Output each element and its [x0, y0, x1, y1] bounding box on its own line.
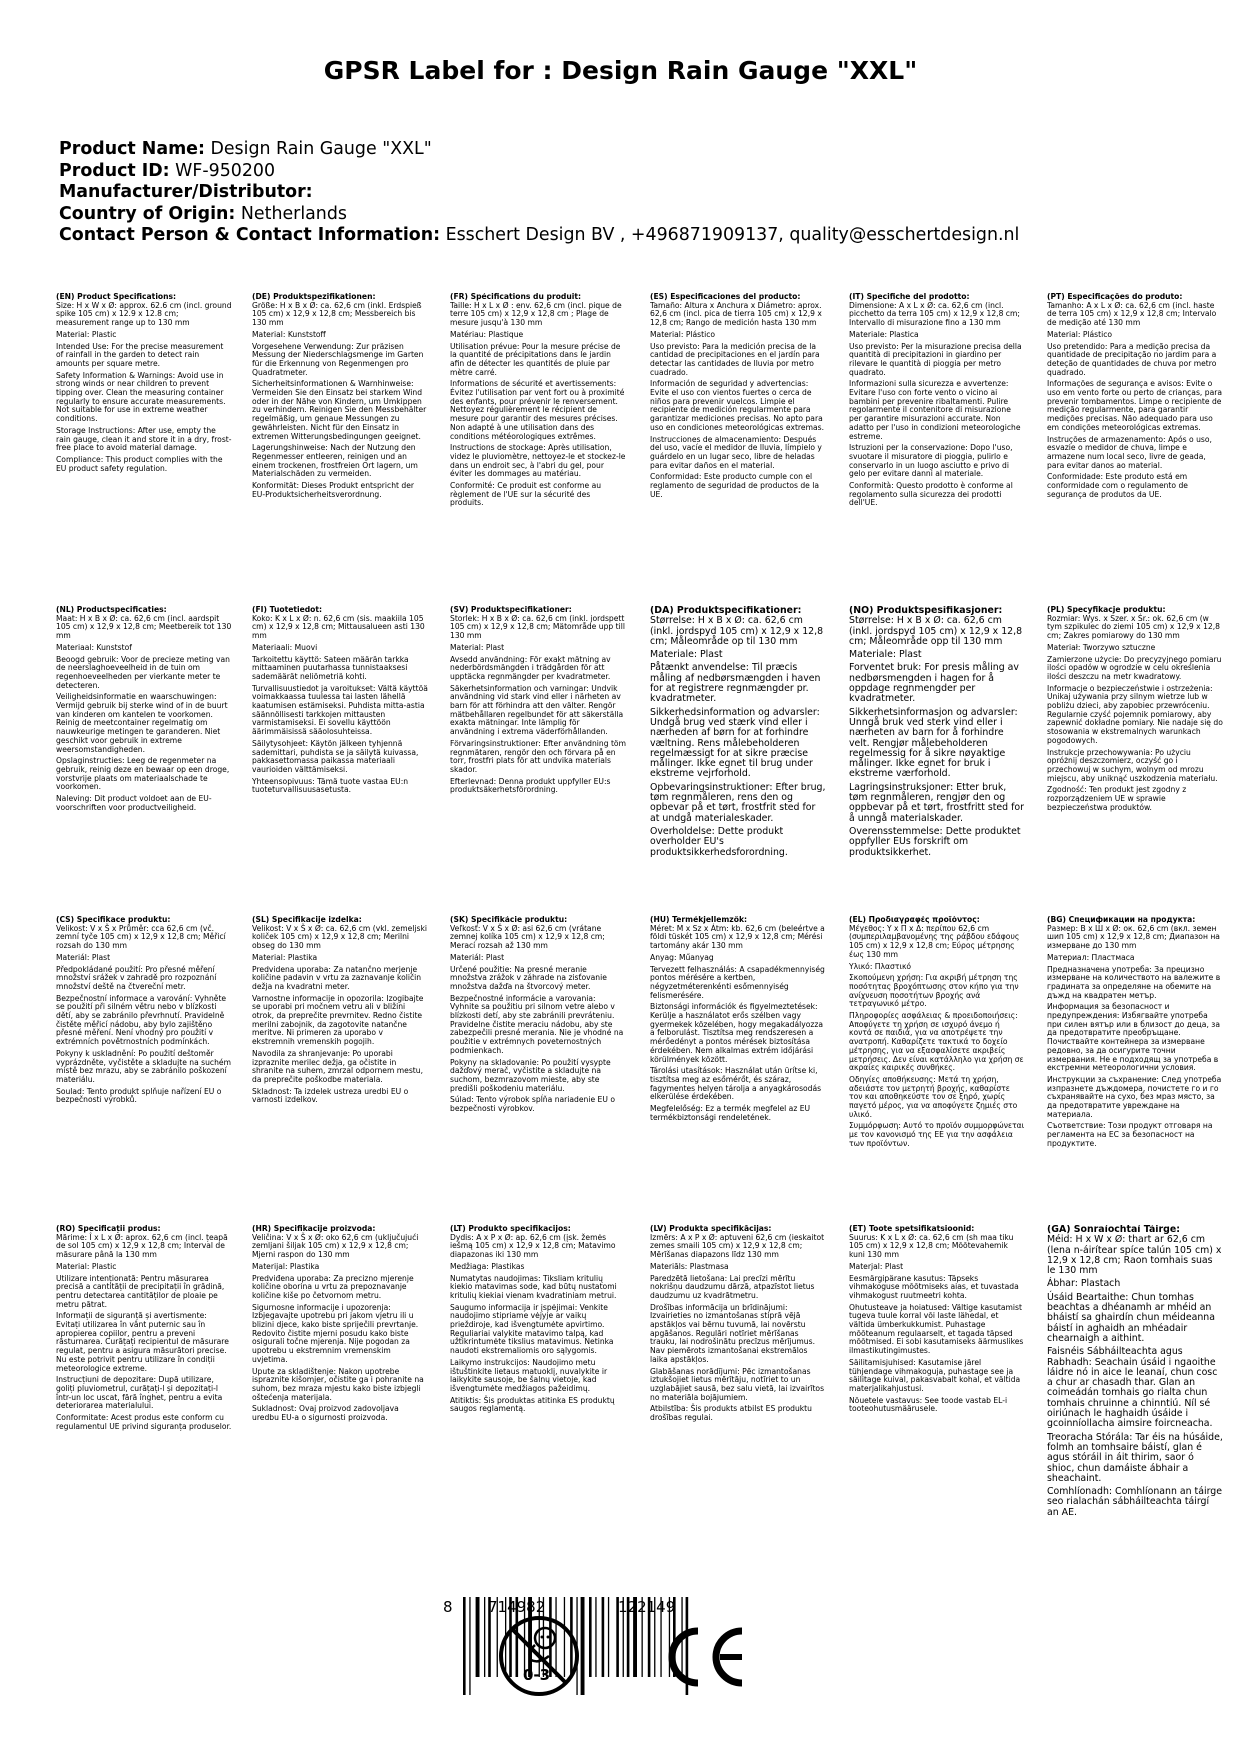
section-paragraph: Υλικό: Πλαστικό [849, 961, 912, 971]
section-paragraph: Størrelse: H x B x Ø: ca. 62,6 cm (inkl. jordspyd 105 cm) x 12,9 x 12,8 cm; Måleområde opp til 130 mm [849, 615, 1023, 647]
product-id-row [59, 161, 1209, 183]
section-paragraph: Turvallisuustiedot ja varoitukset: Vältä käyttöä voimakkaassa tuulessa tai lasten lähellä kaatumisen estämiseksi. Puhdista mitta-astia säännöllisesti tarkkojen mittausten varmistamiseksi. Ei sovellu käyttöön äärimmäisissä sääolosuhteissa. [252, 683, 428, 737]
barcode-right-digits: 122149 [618, 1598, 676, 1616]
section-paragraph: Μέγεθος: Υ x Π x Δ: περίπου 62,6 cm (συμπεριλαμβανομένης της ράβδου εδάφους 105 cm) x 12,9 x 12,8 cm; Εύρος μέτρησης έως 130 mm [849, 923, 1020, 959]
section-paragraph: Material: Plastic [56, 329, 117, 339]
section-paragraph: Informații de siguranță și avertismente: Evitați utilizarea în vânt puternic sau în apropierea copiilor, pentru a preveni răsturnarea. Curățați recipientul de măsurare regulat, pentru a asigura măsurători precise. Nu este potrivit pentru utilizare în condiții meteorologice extreme. [56, 1311, 229, 1373]
section-paragraph: Размер: В x Ш x Ø: ок. 62,6 cm (вкл. земен шип 105 cm) x 12,9 x 12,8 cm; Диапазон на измерване до 130 mm [1047, 923, 1220, 951]
ce-mark-icon [662, 1625, 748, 1689]
section-paragraph: Tarkoitettu käyttö: Sateen määrän tarkka mittaaminen puutarhassa tunnistaaksesi sademäärät neliömetriä kohti. [252, 654, 409, 681]
section-paragraph: Zamierzone użycie: Do precyzyjnego pomiaru ilości opadów w ogrodzie w celu określenia ilości deszczu na metr kwadratowy. [1047, 654, 1222, 681]
section-heading: (ET) Toote spetsifikatsioonid: [849, 1225, 975, 1233]
section-paragraph: Medžiaga: Plastikas [450, 1261, 525, 1271]
section-paragraph: Předpokládané použití: Pro přesné měření množství srážek v zahradě pro rozpoznání množství deště na čtvereční metr. [56, 964, 217, 991]
section-paragraph: Yhteensopivuus: Tämä tuote vastaa EU:n tuoteturvallisuusasetusta. [252, 776, 409, 795]
section-paragraph: Predvidena uporaba: Za natančno merjenje količine padavin v vrtu za zaznavanje količin dežja na kvadratni meter. [252, 964, 422, 991]
section-paragraph: Beoogd gebruik: Voor de precieze meting van de neerslaghoeveelheid in de tuin om regenhoeveelheden per vierkante meter te detecteren. [56, 654, 230, 690]
section-paragraph: Nõuetele vastavus: See toode vastab EL-i tooteohutusmäärusele. [849, 1395, 1008, 1414]
language-section [252, 293, 428, 502]
language-section [1047, 1225, 1223, 1521]
product-id-label: Product ID: [59, 160, 170, 181]
section-paragraph: Intended Use: For the precise measurement of rainfall in the garden to detect rain amounts per square metre. [56, 341, 224, 368]
section-paragraph: Efterlevnad: Denna produkt uppfyller EU:s produktsäkerhetsförordning. [450, 776, 611, 795]
section-paragraph: Instrukcje przechowywania: Po użyciu opróżnij deszczomierz, oczyść go i przechowuj w suchym, wolnym od mrozu miejscu, aby uniknąć uszkodzenia materiału. [1047, 747, 1218, 783]
section-paragraph: Materiaali: Muovi [252, 642, 318, 652]
section-paragraph: Zgodność: Ten produkt jest zgodny z rozporządzeniem UE w sprawie bezpieczeństwa produktów. [1047, 785, 1187, 812]
barcode-bar [581, 1597, 585, 1695]
section-paragraph: Opslaginstructies: Leeg de regenmeter na gebruik, reinig deze en bewaar op een droge, vorstvrije plaats om materiaalschade te voorkomen. [56, 756, 230, 792]
section-paragraph: Méret: M x Sz x Átm: kb. 62,6 cm (beleértve a földi tüskét 105 cm) x 12,9 x 12,8 cm; Mérési tartomány akár 130 mm [650, 923, 825, 951]
language-section [1047, 293, 1223, 502]
barcode-first-digit: 8 [443, 1598, 453, 1616]
section-paragraph: Predviđena uporaba: Za precizno mjerenje količine oborina u vrtu za prepoznavanje količine kiše po četvornom metru. [252, 1273, 414, 1300]
language-section [650, 916, 826, 1125]
section-paragraph: Materiāls: Plastmasa [650, 1261, 729, 1271]
language-section [450, 293, 626, 511]
language-section [252, 916, 428, 1108]
section-paragraph: Utilizare intenționată: Pentru măsurarea precisă a cantității de precipitații în grădină, pentru detectarea cantităților de ploaie pe metru pătrat. [56, 1273, 225, 1309]
section-paragraph: Påtænkt anvendelse: Til præcis måling af nedbørsmængden i haven for at registrere regnmængder pr. kvadratmeter. [650, 662, 821, 705]
section-heading: (HU) Termékjellemzők: [650, 916, 748, 924]
language-section [849, 1225, 1025, 1417]
section-paragraph: Material: Plastic [56, 1261, 117, 1271]
section-heading: (SL) Specifikacije izdelka: [252, 916, 362, 924]
section-paragraph: Avsedd användning: För exakt mätning av nederbördsmängden i trädgården för att upptäcka regnmängder per kvadratmeter. [450, 654, 611, 681]
section-paragraph: Dydis: A x P x Ø: ap. 62,6 cm (įsk. žemės iešmą 105 cm) x 12,9 x 12,8 cm; Matavimo diapazonas iki 130 mm [450, 1232, 616, 1260]
language-section [252, 606, 428, 798]
section-heading: (SK) Špecifikácie produktu: [450, 916, 568, 924]
section-paragraph: Materiaal: Kunststof [56, 642, 132, 652]
section-paragraph: Tamaño: Altura x Anchura x Diámetro: aprox. 62,6 cm (incl. pica de tierra 105 cm) x 12,9 x 12,8 cm; Rango de medición hasta 130 mm [650, 300, 822, 328]
barcode-bar [469, 1597, 470, 1695]
section-paragraph: Størrelse: H x B x Ø: ca. 62,6 cm (inkl. jordspyd 105 cm) x 12,9 x 12,8 cm; Måleområde op til 130 mm [650, 615, 824, 647]
section-paragraph: Σκοπούμενη χρήση: Για ακριβή μέτρηση της ποσότητας βροχόπτωσης στον κήπο για την ανίχνευση ποσοτήτων βροχής ανά τετραγωνικό μέτρο. [849, 973, 1019, 1009]
section-heading: (HR) Specifikacije proizvoda: [252, 1225, 376, 1233]
section-paragraph: Saugumo informacija ir įspėjimai: Venkite naudojimo stipriame vėjyje ar vaikų prieždiroje, kad išvengtumėte apvirtimo. Reguliariai valykite matavimo talpą, kad užtikrintumėte tikslius matavimus. Netinka naudoti ekstremaliomis oro sąlygomis. [450, 1302, 614, 1356]
section-heading: (RO) Specificații produs: [56, 1225, 161, 1233]
section-paragraph: Veľkosť: V x Š x Ø: asi 62,6 cm (vrátane zemnej kolíka 105 cm) x 12,9 x 12,8 cm; Merací rozsah až 130 mm [450, 923, 605, 951]
section-paragraph: Materiál: Plast [450, 952, 505, 962]
section-paragraph: Utilisation prévue: Pour la mesure précise de la quantité de précipitations dans le jardin afin de détecter les quantités de pluie par mètre carré. [450, 341, 621, 377]
section-paragraph: Tervezett felhasználás: A csapadékmennyiség pontos mérésére a kertben, négyzetméterenkénti esőmennyiség felismerésére. [650, 964, 825, 1000]
section-paragraph: Skladnost: Ta izdelek ustreza uredbi EU o varnosti izdelkov. [252, 1086, 409, 1105]
barcode-bar [463, 1597, 466, 1695]
section-paragraph: Overholdelse: Dette produkt overholder EU's produktsikkerhedsforordning. [650, 825, 788, 858]
section-paragraph: Vorgesehene Verwendung: Zur präzisen Messung der Niederschlagsmenge im Garten für die Erkennung von Regenmengen pro Quadratmeter. [252, 341, 424, 377]
barcode-bar [476, 1597, 480, 1677]
language-section [650, 606, 826, 861]
section-paragraph: Informações de segurança e avisos: Evite o uso em vento forte ou perto de crianças, para prevenir tombamentos. Limpe o recipiente de medição regularmente, para garantir medições precisas. Não adequado para uso em condições meteorológicas extremas. [1047, 379, 1222, 432]
section-paragraph: Förvaringsinstruktioner: Efter användning töm regnmätaren, rengör den och förvara på en torr, frostfri plats för att undvika materials skador. [450, 738, 626, 774]
section-heading: (IT) Specifiche del prodotto: [849, 293, 970, 301]
section-paragraph: Navodila za shranjevanje: Po uporabi izpraznite merilec dežja, ga očistite in shranite na suhem, zmrzal odpornem mestu, da preprečite poškodbe materiala. [252, 1048, 424, 1084]
section-paragraph: Materjal: Plast [849, 1261, 904, 1271]
section-paragraph: Treoracha Stórála: Tar éis na húsáide, folmh an tomhsaire báistí, glan é agus stóráil in áit thirim, saor ó shioc, chun damáiste ábhair a sheachaint. [1047, 1431, 1223, 1484]
country-label: Country of Origin: [59, 203, 236, 224]
section-paragraph: Συμμόρφωση: Αυτό το προϊόν συμμορφώνεται με τον κανονισμό της ΕΕ για την ασφάλεια των προϊόντων. [849, 1121, 1025, 1148]
section-heading: (PT) Especificações do produto: [1047, 293, 1183, 301]
country-row [59, 204, 1209, 226]
section-heading: (DE) Produktspezifikationen: [252, 293, 376, 301]
section-paragraph: Uso previsto: Para la medición precisa de la cantidad de precipitaciones en el jardín para detectar las cantidades de lluvia por metro cuadrado. [650, 341, 820, 377]
section-paragraph: Velikost: V x Š x Ø: ca. 62,6 cm (vkl. zemeljski količek 105 cm) x 12,9 x 12,8 cm; Merilni obseg do 130 mm [252, 923, 427, 951]
barcode-left-digits: 714982 [488, 1598, 546, 1616]
section-paragraph: Material: Plastika [252, 952, 318, 962]
section-paragraph: Conformidad: Este producto cumple con el reglamento de seguridad de productos de la UE. [650, 472, 820, 499]
language-section [450, 1225, 626, 1417]
section-paragraph: Méid: H x W x Ø: thart ar 62,6 cm (lena n-áirítear spíce talún 105 cm) x 12,9 x 12,8 cm; Raon tomhais suas le 130 mm [1047, 1234, 1222, 1277]
manufacturer-label: Manufacturer/Distributor: [59, 182, 313, 203]
section-paragraph: Инструкции за съхранение: След употреба изпразнете дъждомера, почистете го и го съхранявайте на сухо, без мраз място, за да предотвратите увреждане на материала. [1047, 1074, 1222, 1119]
section-paragraph: Materiale: Plastica [849, 329, 919, 339]
language-section [252, 1225, 428, 1426]
section-paragraph: Materiál: Plast [56, 952, 111, 962]
section-paragraph: Materiał: Tworzywo sztuczne [1047, 642, 1156, 652]
section-paragraph: Veiligheidsinformatie en waarschuwingen: Vermijd gebruik bij sterke wind of in de buurt van kinderen om kantelen te voorkomen. Reinig de meetcontainer regelmatig om nauwkeurige metingen te garanderen. Niet geschikt voor gebruik in extreme weersomstandigheden. [56, 692, 228, 754]
section-paragraph: Safety Information & Warnings: Avoid use in strong winds or near children to prevent tipping over. Clean the measuring container regularly to ensure accurate measurements. Not suitable for use in extreme weather conditions. [56, 370, 226, 424]
product-name-label: Product Name: [59, 139, 205, 159]
contact-label: Contact Person & Contact Information: [59, 225, 441, 246]
contact-value: Esschert Design BV , +496871909137, quality@esschertdesign.nl [445, 225, 1020, 246]
section-paragraph: Conformidade: Este produto está em conformidade com o regulamento de segurança de produtos da UE. [1047, 472, 1188, 499]
language-section [1047, 606, 1223, 815]
section-paragraph: Laikymo instrukcijos: Naudojimo metu ištuštinkite lietaus matuoklį, nuvalykite ir laikykite sausoje, be šalnų vietoje, kad išvengtumėte medžiagos pažeidimų. [450, 1357, 608, 1393]
section-paragraph: Tárolási utasítások: Használat után ürítse ki, tisztítsa meg az esőmérőt, és száraz, fagymentes helyen tárolja a anyagkárosodás elkerülése érdekében. [650, 1066, 822, 1102]
section-paragraph: Conformitate: Acest produs este conform cu regulamentul UE privind siguranța produselor. [56, 1413, 232, 1431]
section-paragraph: Informacje o bezpieczeństwie i ostrzeżenia: Unikaj używania przy silnym wietrze lub w pobliżu dzieci, aby zapobiec przewróceniu. Regularnie czyść pojemnik pomiarowy, aby zapewnić dokładne pomiary. Nie nadaje się do stosowania w ekstremalnych warunkach pogodowych. [1047, 683, 1223, 745]
section-paragraph: Glabāšanas norādījumi: Pēc izmantošanas iztukšojiet lietus mērītāju, notīriet to un uzglabājiet sausā, bez salu vietā, lai izvairītos no materiāla bojājumiem. [650, 1366, 825, 1402]
section-paragraph: Instruções de armazenamento: Após o uso, esvazie o medidor de chuva, limpe e armazene num local seco, livre de geada, para evitar danos ao material. [1047, 434, 1212, 470]
section-paragraph: Koko: K x L x Ø: n. 62,6 cm (sis. maakiila 105 cm) x 12,9 x 12,8 cm; Mittausalueen asti 130 mm [252, 613, 425, 641]
section-heading: (DA) Produktspecifikationer: [650, 606, 802, 616]
section-paragraph: Konformität: Dieses Produkt entspricht der EU-Produktsicherheitsverordnung. [252, 481, 415, 499]
section-paragraph: Mărime: Î x L x Ø: aprox. 62,6 cm (incl. țeapă de sol 105 cm) x 12,9 x 12,8 cm; Interval de măsurare până la 130 mm [56, 1232, 228, 1260]
section-paragraph: Uso pretendido: Para a medição precisa da quantidade de precipitação no jardim para a deteção de quantidades de chuva por metro quadrado. [1047, 341, 1217, 377]
section-heading: (LV) Produkta specifikācijas: [650, 1225, 772, 1233]
section-paragraph: Suurus: K x L x Ø: ca. 62,6 cm (sh maa tiku 105 cm) x 12,9 x 12,8 cm; Mõõtevahemik kuni 130 mm [849, 1232, 1014, 1260]
barcode-bar [589, 1597, 592, 1677]
section-paragraph: Drošības informācija un brīdinājumi: Izvairieties no izmantošanas stiprā vējā apstākļos vai bērnu tuvumā, lai novērstu apgāšanos. Regulāri notīriet mērīšanas trauku, lai nodrošinātu precīzus mērījumus. Nav piemērots izmantošanai ekstremālos laika apstākļos. [650, 1302, 815, 1364]
section-paragraph: Sigurnosne informacije i upozorenja: Izbjegavajte upotrebu pri jakom vjetru ili u blizini djece, kako biste spriječili prevrtanje. Redovito čistite mjerni posudu kako biste osigurali točne mjerenja. Nije pogodan za upotrebu u ekstremnim vremenskim uvjetima. [252, 1302, 419, 1364]
section-paragraph: Biztonsági információk és figyelmeztetések: Kerülje a használatot erős szélben vagy gyermekek közelében, hogy megakadályozza a felborulást. Tisztítsa meg rendszeresen a mérőedényt a pontos mérések biztosítása érdekében. Nem alkalmas extrém időjárási körülmények között. [650, 1002, 823, 1064]
section-paragraph: Anyag: Műanyag [650, 952, 714, 962]
section-paragraph: Ohutusteave ja hoiatused: Vältige kasutamist tugeva tuule korral või laste lähedal, et vältida ümberkukkumist. Puhastage mõõteanum regulaarselt, et tagada täpsed mõõtmised. Ei sobi kasutamiseks äärmuslikes ilmastikutingimustes. [849, 1302, 1024, 1356]
section-paragraph: Naleving: Dit product voldoet aan de EU-voorschriften voor productveiligheid. [56, 794, 212, 812]
barcode-bar [484, 1597, 485, 1677]
section-paragraph: Größe: H x B x Ø: ca. 62,6 cm (inkl. Erdspieß 105 cm) x 12,9 x 12,8 cm; Messbereich bis 130 mm [252, 300, 422, 328]
section-paragraph: Atbilstība: Šis produkts atbilst ES produktu drošības regulai. [650, 1404, 812, 1423]
section-paragraph: Pokyny k uskladnění: Po použití deštoměr vyprázdněte, vyčistěte a skladujte na suchém místě bez mrazu, aby se zabránilo poškození materiálu. [56, 1048, 231, 1084]
product-name-value: Design Rain Gauge "XXL" [210, 139, 432, 159]
section-heading: (EL) Προδιαγραφές προϊόντος: [849, 916, 980, 924]
section-paragraph: Určené použitie: Na presné meranie množstva zrážok v záhrade na zisťovanie množstva dažďa na štvorcový meter. [450, 964, 607, 991]
section-paragraph: Forventet bruk: For presis måling av nedbørsmengden i hagen for å oppdage regnmengder per kvadratmeter. [849, 662, 1019, 705]
section-heading: (LT) Produkto specifikacijos: [450, 1225, 571, 1233]
section-paragraph: Dimensione: A x L x Ø: ca. 62,6 cm (incl. picchetto da terra 105 cm) x 12,9 x 12,8 cm; Intervallo di misurazione fino a 130 mm [849, 300, 1020, 328]
section-paragraph: Sikkerhetsinformasjon og advarsler: Unngå bruk ved sterk vind eller i nærheten av barn for å forhindre velt. Rengjør målebeholderen regelmessig for å sikre nøyaktige målinger. Ikke egnet for bruk i ekstreme værforhold. [849, 706, 1018, 780]
product-id-value: WF-950200 [175, 160, 276, 181]
section-paragraph: Varnostne informacije in opozorila: Izogibajte se uporabi pri močnem vetru ali v bližini otrok, da preprečite prevrnitev. Redno čistite merilni zabojnik, da zagotovite natančne meritve. Ni primeren za uporabo v ekstremnih vremenskih pogojih. [252, 993, 424, 1047]
section-paragraph: Conformité: Ce produit est conforme au règlement de l'UE sur la sécurité des produits. [450, 481, 602, 508]
section-heading: (BG) Спецификации на продукта: [1047, 916, 1196, 924]
section-heading: (GA) Sonraíochtaí Táirge: [1047, 1225, 1180, 1235]
section-paragraph: Material: Kunststoff [252, 329, 326, 339]
section-paragraph: Megfelelőség: Ez a termék megfelel az EU termékbiztonsági rendeletének. [650, 1104, 811, 1122]
language-section [56, 1225, 232, 1434]
section-heading: (NL) Productspecificaties: [56, 606, 167, 614]
language-section [849, 606, 1025, 861]
section-paragraph: Bezpečnostní informace a varování: Vyhněte se použití při silném větru nebo v blízkosti dětí, aby se zabránilo převrhnutí. Pravidelně čistěte měřicí nádobu, aby bylo zajištěno přesné měření. Není vhodný pro použití v extrémních povětrnostních podmínkách. [56, 993, 227, 1047]
section-paragraph: Material: Plástico [1047, 329, 1113, 339]
language-section [56, 293, 232, 476]
section-paragraph: Instructions de stockage: Après utilisation, videz le pluviomètre, nettoyez-le et stockez-le dans un endroit sec, à l'abri du gel, pour éviter les dommages au matériau. [450, 443, 626, 479]
section-paragraph: Съответствие: Този продукт отговаря на регламента на ЕС за безопасност на продуктите. [1047, 1121, 1213, 1148]
section-paragraph: Информация за безопасност и предупреждения: Избягвайте употреба при силен вятър или в близост до деца, за да предотвратите преобръщане. Почиствайте контейнера за измерване редовно, за да осигурите точни измервания. Не е подходящ за употреба в екстремни метеорологични условия. [1047, 1002, 1220, 1073]
section-paragraph: Rozmiar: Wys. x Szer. x Śr.: ok. 62,6 cm (w tym szpikulec do ziemi 105 cm) x 12,9 x 12,8 cm; Zakres pomiarowy do 130 mm [1047, 613, 1220, 641]
section-paragraph: Soulad: Tento produkt splňuje nařízení EU o bezpečnosti výrobků. [56, 1086, 222, 1105]
section-paragraph: Compliance: This product complies with the EU product safety regulation. [56, 454, 223, 473]
section-paragraph: Eesmärgipärane kasutus: Täpseks vihmakoguse mõõtmiseks aias, et tuvastada vihmakogust ruutmeetri kohta. [849, 1273, 1019, 1300]
section-heading: (ES) Especificaciones del producto: [650, 293, 801, 301]
section-paragraph: Istruzioni per la conservazione: Dopo l'uso, svuotare il misuratore di pioggia, pulirlo e conservarlo in un luogo asciutto e privo di gelo per evitare danni al materiale. [849, 443, 1013, 479]
country-value: Netherlands [240, 203, 347, 224]
section-paragraph: Numatytas naudojimas: Tiksliam kritulių kiekio matavimas sode, kad būtų nustatomi kritulių kiekiai vienam kvadratiniam metrui. [450, 1273, 617, 1300]
section-paragraph: Conformità: Questo prodotto è conforme al regolamento sulla sicurezza dei prodotti dell'UE. [849, 481, 1013, 508]
section-paragraph: Veličina: V x Š x Ø: oko 62,6 cm (uključujući zemljani šiljak 105 cm) x 12,9 x 12,8 cm; Mjerni raspon do 130 mm [252, 1232, 419, 1260]
section-paragraph: Storage Instructions: After use, empty the rain gauge, clean it and store it in a dry, frost-free place to avoid material damage. [56, 425, 232, 453]
language-section [849, 916, 1025, 1152]
section-paragraph: Maat: H x B x Ø: ca. 62,6 cm (incl. aardspit 105 cm) x 12,9 x 12,8 cm; Meetbereik tot 130 mm [56, 613, 232, 641]
language-section [450, 916, 626, 1117]
language-section [450, 606, 626, 798]
section-paragraph: Instrucțiuni de depozitare: După utilizare, goliți pluviometrul, curățați-l și depozitați-l într-un loc uscat, fără înghet, pentru a evita deteriorarea materialului. [56, 1375, 223, 1411]
section-paragraph: Tamanho: A x L x Ø: ca. 62,6 cm (incl. haste de terra 105 cm) x 12,9 x 12,8 cm; Intervalo de medição até 130 mm [1047, 300, 1217, 328]
section-paragraph: Säilytysohjeet: Käytön jälkeen tyhjennä sademittari, puhdista se ja säilytä kuivassa, pakkasettomassa paikassa materiaali vaurioiden välttämiseksi. [252, 738, 419, 774]
section-paragraph: Sicherheitsinformationen & Warnhinweise: Vermeiden Sie den Einsatz bei starkem Wind oder in der Nähe von Kindern, um Umkippen zu verhindern. Reinigen Sie den Messbehälter regelmäßig, um genaue Messungen zu gewährleisten. Nicht für den Einsatz in extremen Witterungsbedingungen geeignet. [252, 379, 427, 441]
section-paragraph: Atitiktis: Šis produktas atitinka ES produktų saugos reglamentą. [450, 1395, 615, 1414]
section-paragraph: Faisnéis Sábháilteachta agus Rabhadh: Seachain úsáid i ngaoithe láidre nó in aice le leanaí, chun cosc a chur ar chasadh thar. Glan an coimeádán tomhais go rialta chun tomhais chruinne a chinntiú. Níl sé oiriúnach le haghaidh úsáide i gcoinníollacha aimsire foircneacha. [1047, 1346, 1218, 1430]
section-paragraph: Säilitamisjuhised: Kasutamise järel tühjendage vihmakoguja, puhastage see ja säilitage kuival, pakasvabalt kohal, et vältida materjalikahjustusi. [849, 1357, 1021, 1393]
section-paragraph: Uso previsto: Per la misurazione precisa della quantità di precipitazioni in giardino per rilevare le quantità di pioggia per metro quadrato. [849, 341, 1022, 377]
section-paragraph: Ábhar: Plastach [1047, 1278, 1121, 1290]
language-section [56, 916, 232, 1108]
section-paragraph: Предназначена употреба: За прецизно измерване на количеството на валежите в градината за определяне на обемите на дъжд на квадратен метър. [1047, 964, 1221, 1000]
section-paragraph: Velikost: V x Š x Průměr: cca 62,6 cm (vč. zemní tyče 105 cm) x 12,9 x 12,8 cm; Měřicí rozsah do 130 mm [56, 923, 226, 951]
section-paragraph: Materijal: Plastika [252, 1261, 320, 1271]
language-section [1047, 916, 1223, 1152]
manufacturer-row [59, 182, 1209, 204]
section-heading: (CS) Specifikace produktu: [56, 916, 171, 924]
section-paragraph: Informations de sécurité et avertissements: Évitez l'utilisation par vent fort ou à proximité des enfants, pour prévenir le renversement. Nettoyez régulièrement le récipient de mesure pour garantir des mesures précises. Non adapté à une utilisation dans des conditions météorologiques extrêmes. [450, 379, 625, 441]
section-paragraph: Οδηγίες αποθήκευσης: Μετά τη χρήση, αδειάστε τον μετρητή βροχής, καθαρίστε τον και αποθηκεύστε τον σε ξηρό, χωρίς παγετό μέρος, για να αποφύγετε ζημιές στο υλικό. [849, 1074, 1018, 1119]
section-heading: (PL) Specyfikacje produktu: [1047, 606, 1166, 614]
section-heading: (NO) Produktspesifikasjoner: [849, 606, 1003, 616]
language-section [650, 1225, 826, 1426]
section-paragraph: Información de seguridad y advertencias: Evite el uso con vientos fuertes o cerca de niños para prevenir vuelcos. Limpie el recipiente de medición regularmente para garantizar mediciones precisas. No apto para uso en condiciones meteorológicas extremas. [650, 379, 824, 432]
section-paragraph: Materiale: Plast [650, 649, 723, 661]
section-paragraph: Säkerhetsinformation och varningar: Undvik användning vid stark vind eller i närheten av barn för att förhindra att den välter. Rengör mätbehållaren regelbundet för att säkerställa exakta mätningar. Inte lämplig för användning i extrema väderförhållanden. [450, 683, 624, 737]
language-section [56, 606, 232, 815]
section-paragraph: Lagringsinstruksjoner: Etter bruk, tøm regnmåleren, rengjør den og oppbevar på et tørt, frostfritt sted for å unngå materialskader. [849, 781, 1024, 824]
section-paragraph: Sikkerhedsinformation og advarsler: Undgå brug ved stærk vind eller i nærheden af børn for at forhindre væltning. Rens målebeholderen regelmæssigt for at sikre præcise målinger. Ikke egnet til brug under ekstreme vejrforhold. [650, 706, 820, 780]
section-paragraph: Informazioni sulla sicurezza e avvertenze: Evitare l'uso con forte vento o vicino ai bambini per prevenire ribaltamenti. Pulire regolarmente il contenitore di misurazione per garantire misurazioni accurate. Non adatto per l'uso in condizioni meteorologiche estreme. [849, 379, 1021, 441]
section-paragraph: Lagerungshinweise: Nach der Nutzung den Regenmesser entleeren, reinigen und an einem trockenen, frostfreien Ort lagern, um Materialschäden zu vermeiden. [252, 443, 418, 479]
section-paragraph: Bezpečnostné informácie a varovania: Vyhnite sa použitiu pri silnom vetre alebo v blízkosti detí, aby ste zabránili prevráteniu. Pravidelne čistite meraciu nádobu, aby ste zabezpečili presné merania. Nie je vhodné na použitie v extrémnych poveternostných podmienkach. [450, 993, 624, 1055]
section-heading: (SV) Produktspecifikationer: [450, 606, 572, 614]
product-info [59, 139, 1209, 247]
section-paragraph: Sukladnost: Ovaj proizvod zadovoljava uredbu EU-a o sigurnosti proizvoda. [252, 1404, 399, 1423]
section-paragraph: Matériau: Plastique [450, 329, 524, 339]
section-paragraph: Material: Plast [450, 642, 505, 652]
section-paragraph: Izmērs: A x P x Ø: aptuveni 62,6 cm (ieskaitot zemes smaili 105 cm) x 12,9 x 12,8 cm; Mērīšanas diapazons līdz 130 mm [650, 1232, 825, 1260]
section-heading: (EN) Product Specifications: [56, 293, 177, 301]
section-paragraph: Size: H x W x Ø: approx. 62.6 cm (incl. ground spike 105 cm) x 12.9 x 12.8 cm; measurement range up to 130 mm [56, 300, 232, 328]
section-paragraph: Taille: H x L x Ø : env. 62,6 cm (incl. pique de terre 105 cm) x 12,9 x 12,8 cm ; Plage de mesure jusqu'à 130 mm [450, 300, 622, 328]
page-title: GPSR Label for : Design Rain Gauge "XXL" [323, 56, 918, 85]
language-section [650, 293, 826, 502]
section-paragraph: Material: Plástico [650, 329, 716, 339]
section-paragraph: Storlek: H x B x Ø: ca. 62,6 cm (inkl. jordspett 105 cm) x 12,9 x 12,8 cm; Mätområde upp till 130 mm [450, 613, 625, 641]
section-paragraph: Materiale: Plast [849, 649, 922, 661]
section-paragraph: Upute za skladištenje: Nakon upotrebe ispraznite kišomjer, očistite ga i pohranite na suhom, bez mraza mjestu kako biste izbjegli oštećenja materijala. [252, 1366, 424, 1402]
svg-text:0-3: 0-3 [523, 1666, 551, 1684]
section-paragraph: Pokyny na skladovanie: Po použití vysypte dažďový merač, vyčistite a skladujte na suchom, bezmrazovom mieste, aby ste predišli poškodeniu materiálu. [450, 1057, 611, 1093]
section-paragraph: Paredzētā lietošana: Lai precīzi mērītu nokrišņu daudzumu dārzā, atpazīstot lietus daudzumu uz kvadrātmetru. [650, 1273, 815, 1300]
section-paragraph: Материал: Пластмаса [1047, 952, 1135, 962]
section-paragraph: Úsáid Beartaithe: Chun tomhas beachtas a dhéanamh ar mhéid an bháistí sa ghairdín chun méideanna báistí in aghaidh an mhéadair chearnaigh a aithint. [1047, 1291, 1215, 1344]
barcode-bar [602, 1597, 605, 1677]
section-paragraph: Πληροφορίες ασφάλειας & προειδοποιήσεις: Αποφύγετε τη χρήση σε ισχυρό άνεμο ή κοντά σε παιδιά, για να αποτρέψετε την ανατροπή. Καθαρίζετε τακτικά το δοχείο μέτρησης, για να εξασφαλίσετε ακριβείς μετρήσεις. Δεν είναι κατάλληλο για χρήση σε ακραίες καιρικές συνθήκες. [849, 1011, 1024, 1073]
age-0-3-warning-icon [497, 1612, 581, 1700]
section-paragraph: Comhlíonadh: Comhlíonann an táirge seo rialachán sábháilteachta táirgí an AE. [1047, 1486, 1222, 1518]
section-paragraph: Súlad: Tento výrobok spĺňa nariadenie EU o bezpečnosti výrobkov. [450, 1095, 615, 1114]
section-paragraph: Instrucciones de almacenamiento: Después del uso, vacíe el medidor de lluvia, límpielo y guárdelo en un lugar seco, libre de heladas para evitar daños en el material. [650, 434, 822, 470]
contact-row [59, 225, 1209, 247]
section-heading: (FR) Spécifications du produit: [450, 293, 582, 301]
section-heading: (FI) Tuotetiedot: [252, 606, 323, 614]
product-name-row [59, 139, 1209, 161]
barcode-bar [595, 1597, 596, 1677]
barcode-bar [608, 1597, 609, 1677]
language-section [849, 293, 1025, 511]
section-paragraph: Opbevaringsinstruktioner: Efter brug, tøm regnmåleren, rens den og opbevar på et tørt, frostfrit sted for at undgå materialeskader. [650, 781, 826, 824]
section-paragraph: Overensstemmelse: Dette produktet oppfyller EUs forskrift om produktsikkerhet. [849, 825, 1021, 858]
